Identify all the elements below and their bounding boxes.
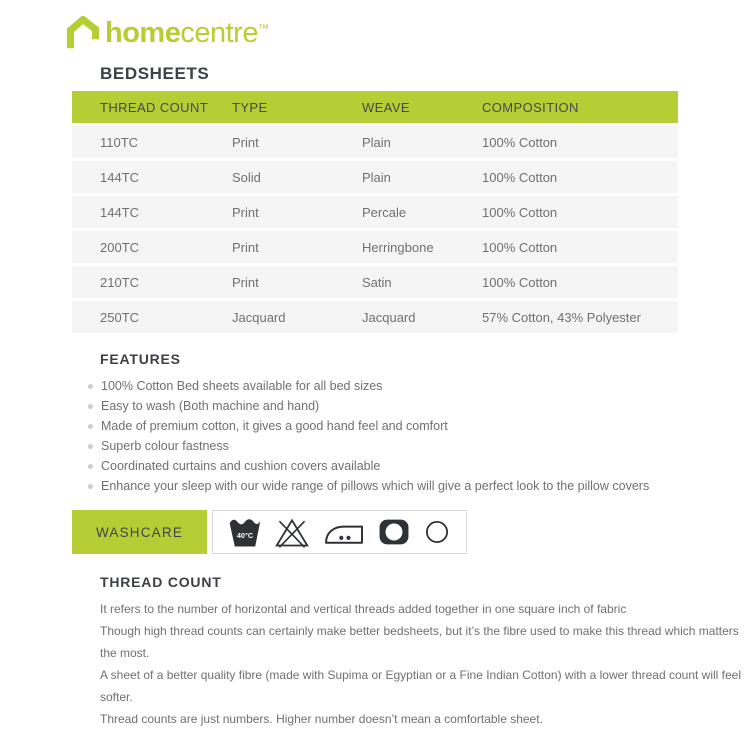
table-row (72, 266, 678, 298)
table-row (72, 196, 678, 228)
thread-count-paragraph: It refers to the number of horizontal and vertical threads added together in one square inch of fabric (100, 602, 627, 616)
wash-temp-label: 40°C (236, 530, 253, 540)
table-header-row (72, 91, 678, 123)
machine-wash-40c-icon (228, 514, 262, 550)
dry-clean-icon (422, 514, 452, 550)
washcare-label: WASHCARE (72, 510, 207, 554)
cell-thread-count: 144TC (100, 169, 140, 185)
brand-wordmark (105, 16, 269, 49)
col-header-composition: COMPOSITION (482, 99, 579, 115)
bullet-icon (88, 384, 93, 389)
table-row (72, 161, 678, 193)
feature-text: Superb colour fastness (101, 439, 229, 453)
features-section (88, 351, 708, 496)
cell-composition: 100% Cotton (482, 169, 558, 185)
list-item (88, 476, 708, 496)
cell-thread-count: 144TC (100, 204, 140, 220)
features-title: FEATURES (100, 351, 181, 367)
washcare-icons-box (212, 510, 467, 554)
cell-type: Print (232, 134, 259, 150)
bullet-icon (88, 424, 93, 429)
cell-weave: Jacquard (362, 309, 416, 325)
table-row (72, 126, 678, 158)
tumble-dry-icon (377, 514, 411, 550)
cell-weave: Herringbone (362, 239, 434, 255)
feature-text: Easy to wash (Both machine and hand) (101, 399, 320, 413)
list-item (88, 436, 708, 456)
page-title: BEDSHEETS (100, 64, 210, 83)
feature-text: Enhance your sleep with our wide range of pillows which will give a perfect look to the pillow covers (101, 479, 650, 493)
cell-thread-count: 210TC (100, 274, 140, 290)
features-list (88, 376, 708, 496)
col-header-weave: WEAVE (362, 99, 410, 115)
cell-composition: 100% Cotton (482, 204, 558, 220)
cell-thread-count: 200TC (100, 239, 140, 255)
thread-count-paragraph: A sheet of a better quality fibre (made with Supima or Egyptian or a Fine Indian Cotton) with a lower thread count will feel softer. (100, 668, 742, 704)
brand-logo (66, 16, 269, 50)
col-header-type: TYPE (232, 99, 268, 115)
list-item (88, 416, 708, 436)
list-item (88, 376, 708, 396)
thread-count-section (100, 574, 745, 730)
table-row (72, 301, 678, 333)
cell-weave: Plain (362, 134, 391, 150)
cell-thread-count: 250TC (100, 309, 140, 325)
cell-weave: Satin (362, 274, 392, 290)
bedsheets-spec-table (72, 91, 678, 333)
cell-weave: Plain (362, 169, 391, 185)
cell-composition: 100% Cotton (482, 274, 558, 290)
cell-composition: 100% Cotton (482, 134, 558, 150)
iron-two-dots-icon (322, 514, 366, 550)
cell-thread-count: 110TC (100, 134, 139, 150)
brand-word-centre: centre (180, 16, 258, 49)
cell-type: Solid (232, 169, 261, 185)
table-row (72, 231, 678, 263)
cell-type: Print (232, 204, 259, 220)
thread-count-paragraph: Though high thread counts can certainly make better bedsheets, but it’s the fibre used to make this thread which matters the most. (100, 624, 739, 660)
house-icon (66, 16, 100, 50)
cell-composition: 57% Cotton, 43% Polyester (482, 309, 641, 325)
list-item (88, 396, 708, 416)
do-not-bleach-icon (273, 514, 311, 550)
cell-type: Jacquard (232, 309, 286, 325)
bullet-icon (88, 464, 93, 469)
thread-count-paragraph: Thread counts are just numbers. Higher number doesn’t mean a comfortable sheet. (100, 712, 543, 726)
feature-text: Coordinated curtains and cushion covers available (101, 459, 381, 473)
trademark-symbol: ™ (257, 22, 269, 35)
cell-weave: Percale (362, 204, 407, 220)
bullet-icon (88, 444, 93, 449)
washcare-section (72, 510, 467, 554)
cell-composition: 100% Cotton (482, 239, 558, 255)
bullet-icon (88, 404, 93, 409)
cell-type: Print (232, 239, 259, 255)
list-item (88, 456, 708, 476)
thread-count-title: THREAD COUNT (100, 574, 222, 590)
cell-type: Print (232, 274, 259, 290)
feature-text: Made of premium cotton, it gives a good hand feel and comfort (101, 419, 448, 433)
brand-word-home: home (105, 16, 181, 49)
bullet-icon (88, 484, 93, 489)
feature-text: 100% Cotton Bed sheets available for all bed sizes (101, 379, 383, 393)
col-header-thread-count: THREAD COUNT (100, 99, 209, 115)
